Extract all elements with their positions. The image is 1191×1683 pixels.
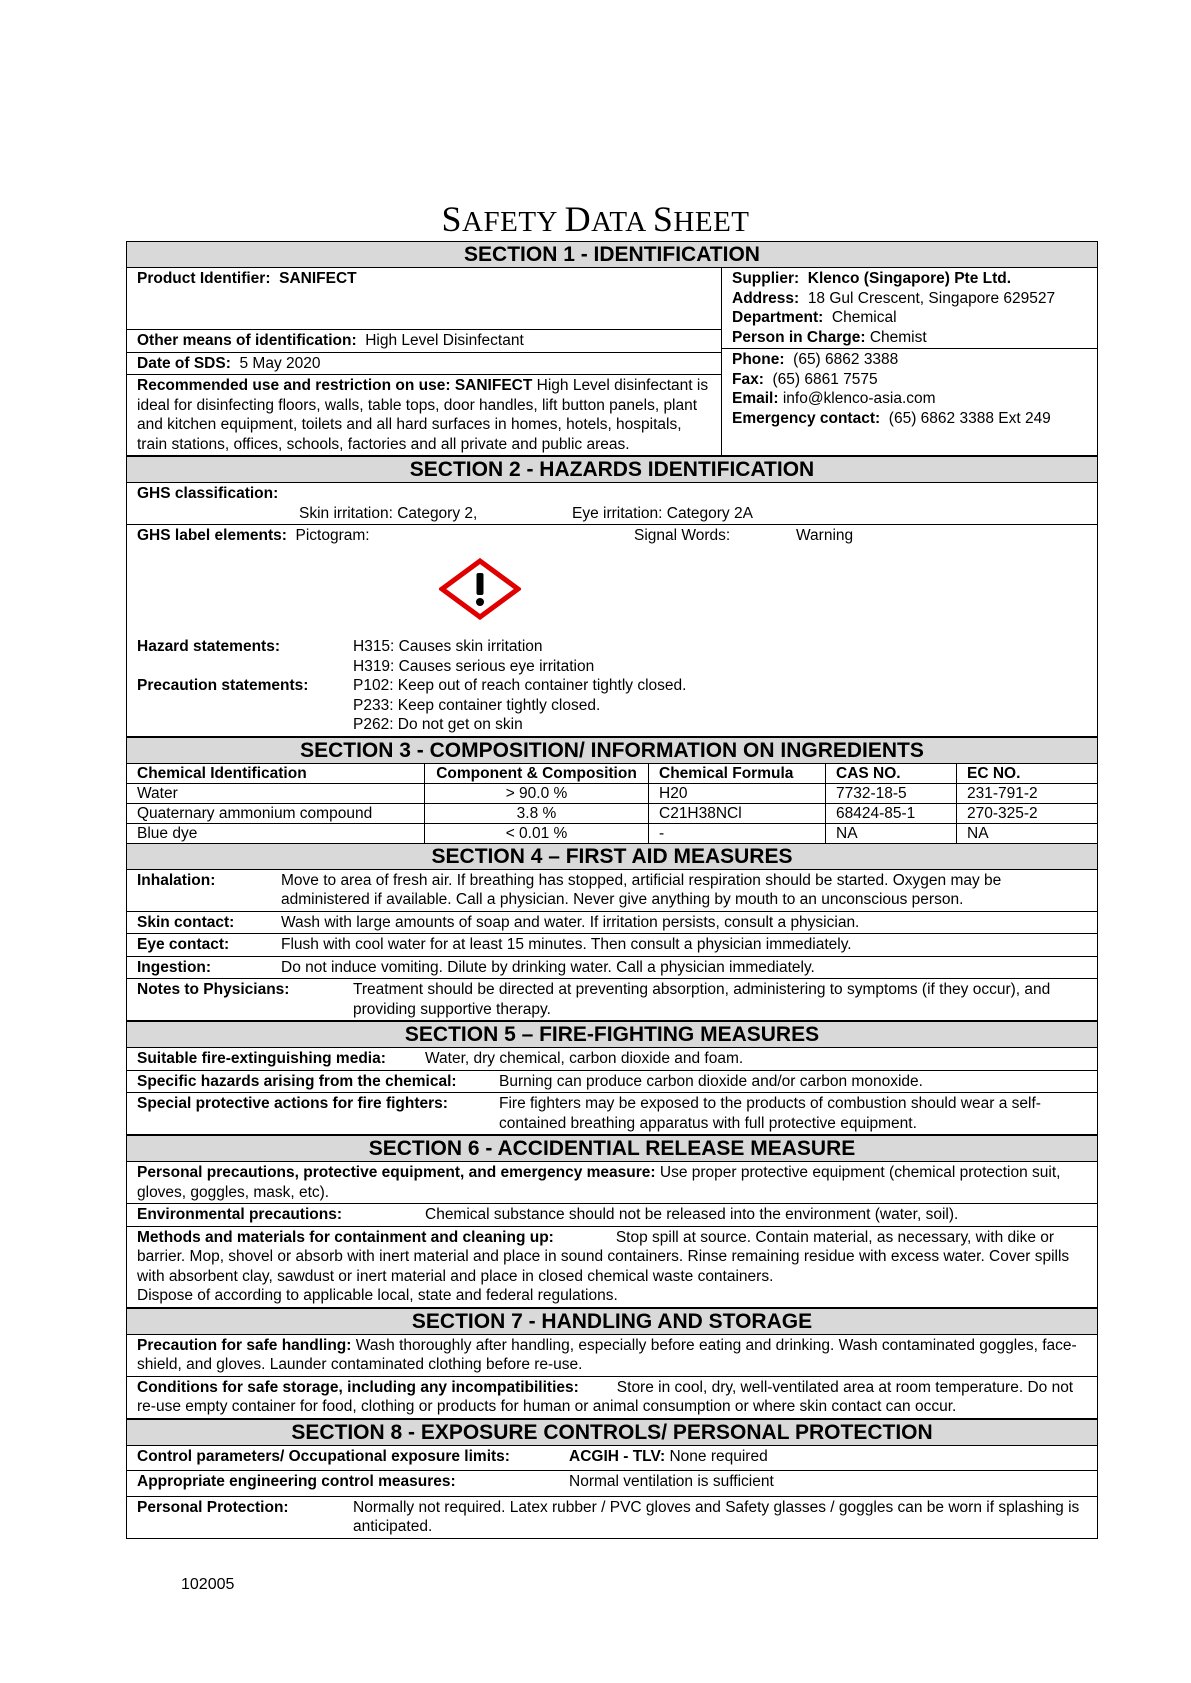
- precaution-statements-label: Precaution statements:: [137, 677, 309, 694]
- section-1-heading: SECTION 1 - IDENTIFICATION: [127, 242, 1097, 268]
- sds-date: [127, 353, 721, 376]
- ingestion-value: Do not induce vomiting. Dilute by drinking water. Call a physician immediately.: [281, 958, 815, 976]
- safe-handling: [127, 1335, 1097, 1377]
- email-label: Email:: [732, 390, 779, 407]
- supplier-label: Supplier:: [732, 270, 800, 287]
- table-header-row: [127, 764, 1097, 784]
- email-value: info@klenco-asia.com: [782, 390, 936, 407]
- safe-storage: [127, 1377, 1097, 1419]
- protective-actions-label: Special protective actions for fire fighters:: [137, 1095, 448, 1112]
- exclamation-mark-pictogram-icon: [439, 558, 521, 620]
- personal-protection: [127, 1497, 1097, 1538]
- product-identifier-label: Product Identifier:: [137, 270, 271, 287]
- specific-hazards-value: Burning can produce carbon dioxide and/or carbon monoxide.: [499, 1072, 923, 1090]
- product-identifier: [127, 268, 721, 330]
- table-row: [127, 803, 1097, 823]
- pictogram-label: Pictogram:: [295, 527, 370, 544]
- first-aid-ingestion: [127, 957, 1097, 980]
- section-8-heading: SECTION 8 - EXPOSURE CONTROLS/ PERSONAL PROTECTION: [127, 1419, 1097, 1446]
- first-aid-eye: [127, 934, 1097, 957]
- section-1-right: [722, 268, 1097, 455]
- ghs-label-elements-label: GHS label elements:: [137, 527, 287, 544]
- section-3-heading: SECTION 3 - COMPOSITION/ INFORMATION ON INGREDIENTS: [127, 737, 1097, 764]
- fax-label: Fax:: [732, 370, 764, 388]
- precaution-statements: [137, 676, 1087, 735]
- table-row: [127, 783, 1097, 803]
- personal-protection-label: Personal Protection:: [137, 1498, 289, 1516]
- table-cell: Blue dye: [127, 823, 425, 843]
- precaution-statement-p262: P262: Do not get on skin: [353, 716, 523, 733]
- engineering-controls-label: Appropriate engineering control measures:: [137, 1473, 456, 1490]
- disposal-note: Dispose of according to applicable local, state and federal regulations.: [137, 1287, 618, 1304]
- sds-date-label: Date of SDS:: [137, 354, 231, 372]
- table-cell: -: [649, 823, 826, 843]
- hazard-statements: [137, 637, 1087, 676]
- other-identification-label: Other means of identification:: [137, 332, 357, 349]
- containment-methods-value: Stop spill at source. Contain material, as necessary, with dike or barrier. Mop, shovel or absorb with inert material and place in sound containers. Rinse remaining residue with excess water. Cover spills with absorbent clay, sawdust or inert material and place in closed chemical waste containers.: [137, 1228, 1070, 1285]
- notes-to-physicians-label: Notes to Physicians:: [137, 981, 290, 998]
- table-cell: C21H38NCl: [649, 803, 826, 823]
- engineering-controls-value: Normal ventilation is sufficient: [569, 1473, 774, 1490]
- extinguishing-media-value: Water, dry chemical, carbon dioxide and foam.: [425, 1050, 744, 1067]
- signal-words-label: Signal Words:: [634, 527, 731, 544]
- department-label: Department:: [732, 309, 824, 326]
- supplier-value: Klenco (Singapore) Pte Ltd.: [807, 270, 1012, 287]
- table-cell: 231-791-2: [957, 783, 1098, 803]
- personal-precautions-value: Use proper protective equipment (chemical protection suit, gloves, goggles, mask, etc).: [137, 1164, 1061, 1201]
- sds-date-value: 5 May 2020: [239, 354, 321, 372]
- table-cell: H20: [649, 783, 826, 803]
- column-header: Component & Composition: [425, 764, 649, 784]
- table-cell: Water: [127, 783, 425, 803]
- notes-to-physicians-value: Treatment should be directed at preventing absorption, administering to symptoms (if they occur), and providing supportive therapy.: [353, 981, 1051, 1018]
- title-part: S: [652, 199, 674, 239]
- safe-handling-label: Precaution for safe handling:: [137, 1336, 352, 1354]
- phone-value: (65) 6862 3388: [793, 351, 899, 368]
- first-aid-skin: [127, 912, 1097, 935]
- engineering-controls: [127, 1471, 1097, 1497]
- phone-label: Phone:: [732, 351, 785, 368]
- precaution-statement-p233: P233: Keep container tightly closed.: [353, 696, 601, 714]
- ingestion-label: Ingestion:: [137, 958, 212, 976]
- title-part: AFETY: [462, 206, 565, 238]
- column-header: Chemical Identification: [127, 764, 425, 784]
- acgih-tlv-label: ACGIH - TLV:: [569, 1447, 666, 1465]
- table-cell: 7732-18-5: [826, 783, 957, 803]
- recommended-use-label: Recommended use and restriction on use: SANIFECT: [137, 377, 533, 394]
- environmental-precautions-value: Chemical substance should not be released into the environment (water, soil).: [425, 1206, 959, 1223]
- safe-handling-value: Wash thoroughly after handling, especially before eating and drinking. Wash contaminated goggles, face-shield, and gloves. Launder contaminated clothing before re-use.: [137, 1336, 1077, 1373]
- precaution-statement-p102: P102: Keep out of reach container tightly closed.: [353, 677, 687, 694]
- table-row: [127, 823, 1097, 843]
- recommended-use-value: High Level disinfectant is ideal for disinfecting floors, walls, table tops, door handles, lift button panels, plant and kitchen equipment, toilets and all hard surfaces in homes, hotels, hospitals, train stations, offices, schools, factories and all private and public areas.: [137, 377, 709, 453]
- other-identification-value: High Level Disinfectant: [365, 332, 524, 349]
- containment-methods: [127, 1227, 1097, 1308]
- protective-actions-value: Fire fighters may be exposed to the products of combustion should wear a self-contained breathing apparatus with full protective equipment.: [499, 1095, 1041, 1132]
- extinguishing-media-label: Suitable fire-extinguishing media:: [137, 1050, 386, 1067]
- supplier-block: [722, 268, 1097, 349]
- table-cell: 68424-85-1: [826, 803, 957, 823]
- ghs-classification-label: GHS classification:: [137, 485, 279, 502]
- product-identifier-value: SANIFECT: [279, 270, 357, 287]
- specific-hazards-label: Specific hazards arising from the chemical:: [137, 1072, 457, 1090]
- emergency-contact-label: Emergency contact:: [732, 409, 881, 427]
- control-parameters-label: Control parameters/ Occupational exposure limits:: [137, 1447, 510, 1465]
- other-identification: [127, 330, 721, 353]
- person-in-charge-value: Chemist: [869, 328, 927, 346]
- address-value: 18 Gul Crescent, Singapore 629527: [807, 289, 1056, 307]
- first-aid-inhalation: [127, 870, 1097, 912]
- eye-contact-value: Flush with cool water for at least 15 minutes. Then consult a physician immediately.: [281, 936, 852, 953]
- safe-storage-label: Conditions for safe storage, including any incompatibilities:: [137, 1378, 579, 1396]
- table-cell: 3.8 %: [425, 803, 649, 823]
- acgih-tlv-value: None required: [669, 1447, 768, 1465]
- title-part: D: [564, 199, 592, 239]
- composition-table: [127, 764, 1097, 843]
- section-2-heading: SECTION 2 - HAZARDS IDENTIFICATION: [127, 456, 1097, 483]
- extinguishing-media: [127, 1048, 1097, 1071]
- environmental-precautions-label: Environmental precautions:: [137, 1206, 342, 1223]
- section-7-heading: SECTION 7 - HANDLING AND STORAGE: [127, 1308, 1097, 1335]
- section-1-left: [127, 268, 722, 455]
- title-part: ATA: [591, 206, 653, 238]
- table-cell: NA: [957, 823, 1098, 843]
- skin-contact-label: Skin contact:: [137, 913, 235, 931]
- skin-irritation-category: Skin irritation: Category 2,: [299, 504, 478, 522]
- address-label: Address:: [732, 289, 800, 307]
- inhalation-label: Inhalation:: [137, 871, 216, 889]
- skin-contact-value: Wash with large amounts of soap and water. If irritation persists, consult a physician.: [281, 913, 860, 931]
- recommended-use: [127, 375, 721, 455]
- specific-hazards: [127, 1071, 1097, 1094]
- table-cell: < 0.01 %: [425, 823, 649, 843]
- hazard-statement-h315: H315: Causes skin irritation: [353, 638, 543, 655]
- title-part: HEET: [673, 206, 750, 238]
- personal-protection-value: Normally not required. Latex rubber / PVC gloves and Safety glasses / goggles can be worn if splashing is anticipated.: [353, 1498, 1080, 1535]
- table-cell: NA: [826, 823, 957, 843]
- section-5-heading: SECTION 5 – FIRE-FIGHTING MEASURES: [127, 1021, 1097, 1048]
- personal-precautions: [127, 1162, 1097, 1204]
- signal-words-value: Warning: [796, 527, 854, 544]
- document-title: [0, 198, 1191, 240]
- ghs-classification: [127, 483, 1097, 525]
- inhalation-value: Move to area of fresh air. If breathing has stopped, artificial respiration should be started. Oxygen may be administered if available. Call a physician. Never give anything by mouth to an unconscious person.: [281, 871, 1002, 908]
- containment-methods-label: Methods and materials for containment and cleaning up:: [137, 1228, 554, 1246]
- environmental-precautions: [127, 1204, 1097, 1227]
- personal-precautions-label: Personal precautions, protective equipment, and emergency measure:: [137, 1164, 656, 1181]
- contact-block: [722, 349, 1097, 429]
- control-parameters: [127, 1446, 1097, 1472]
- notes-to-physicians: [127, 979, 1097, 1021]
- column-header: EC NO.: [957, 764, 1098, 784]
- eye-contact-label: Eye contact:: [137, 936, 230, 953]
- ghs-label-elements: [127, 525, 1097, 737]
- document-code: 102005: [181, 1576, 235, 1593]
- column-header: Chemical Formula: [649, 764, 826, 784]
- section-4-heading: SECTION 4 – FIRST AID MEASURES: [127, 843, 1097, 870]
- fax-value: (65) 6861 7575: [772, 370, 878, 388]
- table-cell: Quaternary ammonium compound: [127, 803, 425, 823]
- column-header: CAS NO.: [826, 764, 957, 784]
- emergency-contact-value: (65) 6862 3388 Ext 249: [888, 409, 1051, 427]
- department-value: Chemical: [831, 309, 897, 326]
- table-cell: > 90.0 %: [425, 783, 649, 803]
- table-cell: 270-325-2: [957, 803, 1098, 823]
- sds-sheet: [126, 241, 1098, 1539]
- person-in-charge-label: Person in Charge:: [732, 328, 866, 346]
- hazard-statements-label: Hazard statements:: [137, 638, 280, 655]
- section-6-heading: SECTION 6 - ACCIDENTIAL RELEASE MEASURE: [127, 1135, 1097, 1162]
- protective-actions: [127, 1093, 1097, 1135]
- title-part: S: [441, 199, 463, 239]
- safe-storage-value: Store in cool, dry, well-ventilated area at room temperature. Do not re-use empty container for food, clothing or products for human or animal consumption or where skin contact can occur.: [137, 1378, 1074, 1415]
- section-1-body: [127, 268, 1097, 456]
- eye-irritation-category: Eye irritation: Category 2A: [572, 504, 753, 522]
- hazard-statement-h319: H319: Causes serious eye irritation: [353, 657, 595, 675]
